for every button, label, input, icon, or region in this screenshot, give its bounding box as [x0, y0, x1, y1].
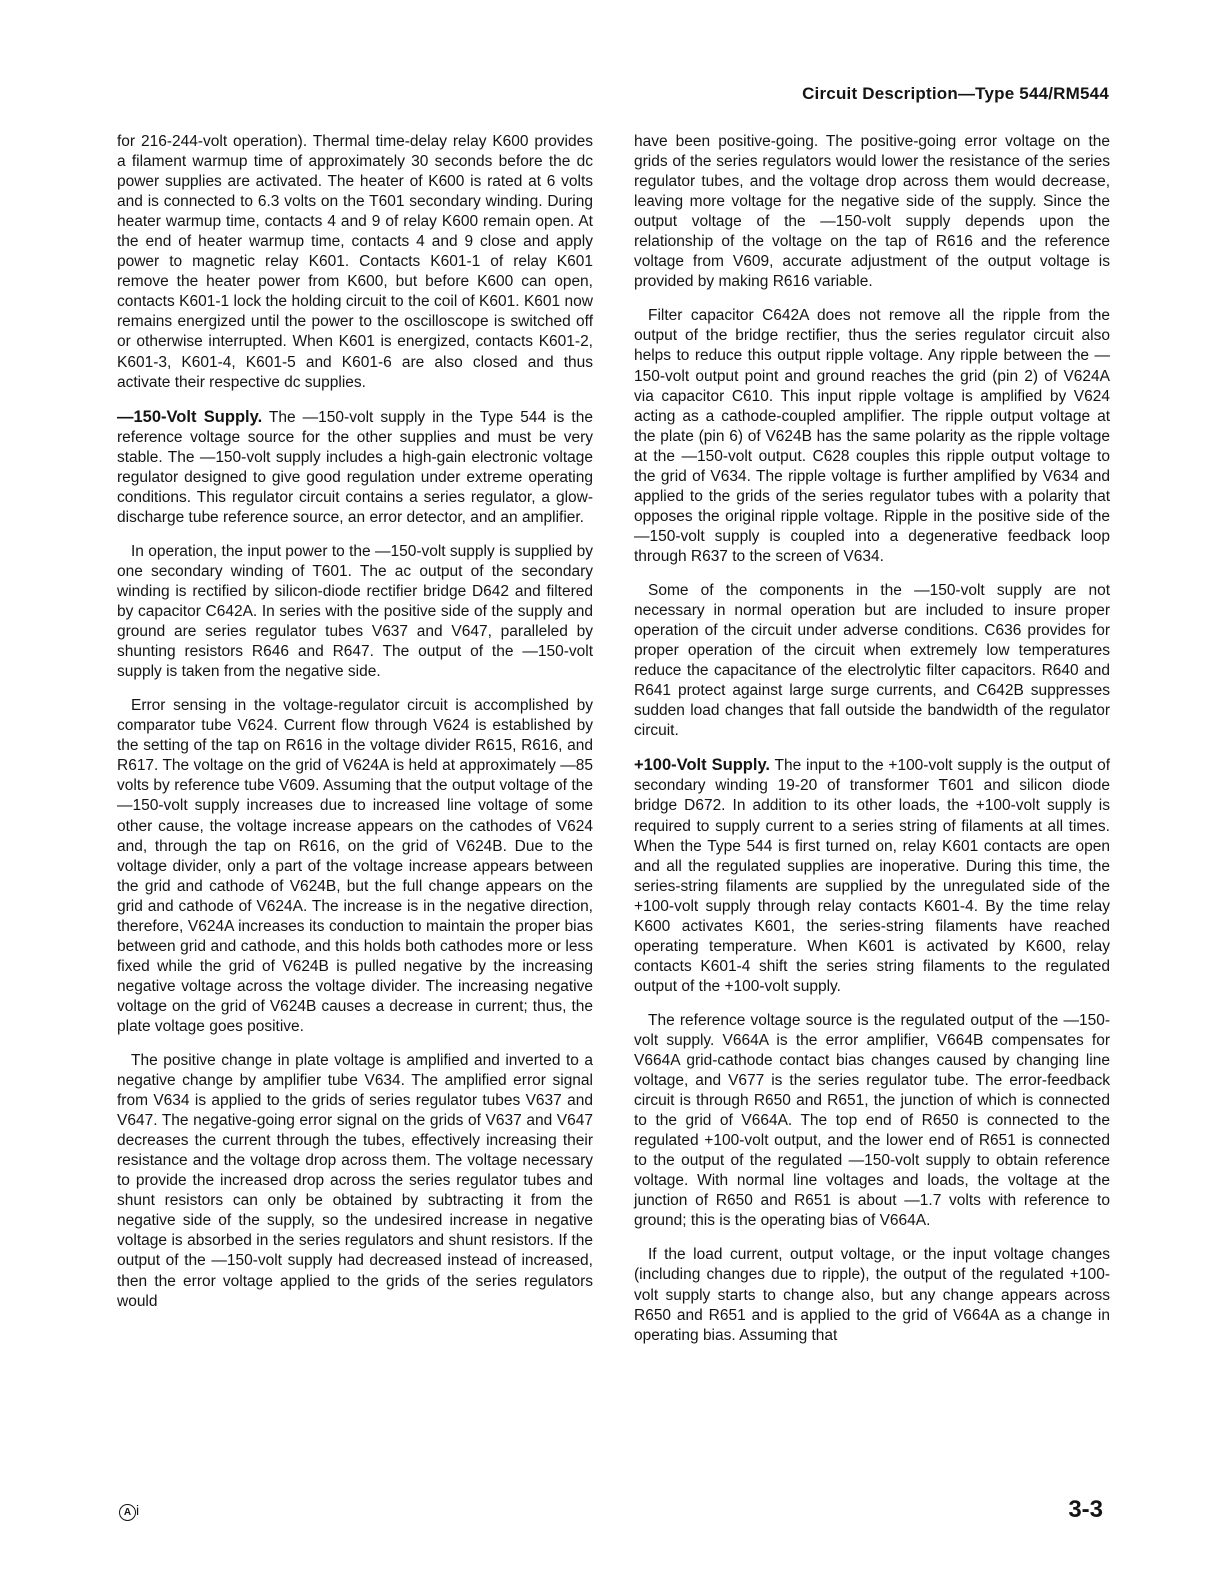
section-heading-100v: +100-Volt Supply. — [634, 756, 771, 775]
paragraph-150v-supply — [117, 407, 593, 528]
page-number: 3-3 — [1068, 1496, 1103, 1523]
paragraph: If the load current, output voltage, or the input voltage changes (including changes due to ripple), the output of the regulated +100-volt supply starts to change also, but any change appears across R650 and R651 and is applied to the grid of V664A as a change in operating bias. Assuming that — [634, 1246, 1110, 1344]
running-header: Circuit Description—Type 544/RM544 — [802, 84, 1109, 103]
left-column — [117, 132, 593, 1326]
revision-suffix: i — [136, 1502, 140, 1518]
paragraph: In operation, the input power to the —150-volt supply is supplied by one secondary winding of T601. The ac output of the secondary winding is rectified by silicon-diode rectifier bridge D642 and filtered by capacitor C642A. In series with the positive side of the supply and ground are series regulator tubes V637 and V647, paralleled by shunting resistors R646 and R647. The output of the —150-volt supply is taken from the negative side. — [117, 542, 593, 681]
paragraph-100v-supply — [634, 755, 1110, 997]
section-heading-150v: —150-Volt Supply. — [117, 407, 263, 426]
paragraph: The reference voltage source is the regulated output of the —150-volt supply. V664A is the error amplifier, V664B compensates for V664A grid-cathode contact bias changes caused by changing line voltage, and V677 is the series regulator tube. The error-feedback circuit is through R650 and R651, the junction of which is connected to the grid of V664A. The top end of R650 is connected to the regulated +100-volt output, and the lower end of R651 is connected to the output of the regulated —150-volt supply to obtain reference voltage. With normal line voltages and loads, the voltage at the junction of R650 and R651 is about —1.7 volts with reference to ground; this is the operating bias of V664A. — [634, 1011, 1110, 1230]
paragraph-text: The —150-volt supply in the Type 544 is the reference voltage source for the other supplies and must be very stable. The —150-volt supply includes a high-gain electronic voltage regulator designed to give good regulation under extreme operating conditions. This regulator circuit contains a series regulator, a glow-discharge tube reference source, an error detector, and an amplifier. — [117, 408, 593, 526]
right-column — [634, 132, 1110, 1360]
paragraph: have been positive-going. The positive-going error voltage on the grids of the series regulators would lower the resistance of the series regulator tubes, and the voltage drop across them would decrease, leaving more voltage for the negative side of the supply. Since the output voltage of the —150-volt supply depends upon the relationship of the voltage on the tap of R616 and the reference voltage from V609, accurate adjustment of the output voltage is provided by making R616 variable. — [634, 133, 1110, 291]
paragraph: The positive change in plate voltage is amplified and inverted to a negative change by amplifier tube V634. The amplified error signal from V634 is applied to the grids of series regulator tubes V637 and V647. The negative-going error signal on the grids of V637 and V647 decreases the current through the tubes, effectively increasing their resistance and the voltage drop across them. The voltage necessary to provide the increased drop across the series regulator tubes and shunt resistors can only be obtained by subtracting it from the negative side of the supply, so the undesired increase in negative voltage is absorbed in the series regulators and shunt resistors. If the output of the —150-volt supply had decreased instead of increased, then the error voltage applied to the grids of the series regulators would — [117, 1052, 593, 1310]
paragraph: for 216-244-volt operation). Thermal time-delay relay K600 provides a filament warmup time of approximately 30 seconds before the dc power supplies are activated. The heater of K600 is rated at 6 volts and is connected to 6.3 volts on the T601 secondary winding. During heater warmup time, contacts 4 and 9 of relay K600 remain open. At the end of heater warmup time, contacts 4 and 9 close and apply power to magnetic relay K601. Contacts K601-1 of relay K601 remove the heater power from K600, but before K600 can open, contacts K601-1 lock the holding circuit to the coil of K601. K601 now remains energized until the power to the oscilloscope is switched off or otherwise interrupted. When K601 is energized, contacts K601-2, K601-3, K601-4, K601-5 and K601-6 are also closed and thus activate their respective dc supplies. — [117, 133, 593, 391]
revision-mark — [119, 1502, 139, 1521]
paragraph: Some of the components in the —150-volt supply are not necessary in normal operation but are included to insure proper operation of the circuit under adverse conditions. C636 provides for proper operation of the circuit when extremely low temperatures reduce the capacitance of the electrolytic filter capacitors. R640 and R641 protect against large surge currents, and C642B suppresses sudden load changes that fall outside the bandwidth of the regulator circuit. — [634, 581, 1110, 740]
paragraph: Filter capacitor C642A does not remove all the ripple from the output of the bridge rectifier, thus the series regulator circuit also helps to reduce this output ripple voltage. Any ripple between the —150-volt output point and ground reaches the grid (pin 2) of V624A via capacitor C610. This input ripple voltage is amplified by V624 acting as a cathode-coupled amplifier. The ripple output voltage at the plate (pin 6) of V624B has the same polarity as the ripple voltage at the —150-volt output. C628 couples this ripple output voltage to the grid of V634. The ripple voltage is further amplified by V634 and applied to the grids of the series regulator tubes with a polarity that opposes the original ripple voltage. Ripple in the positive side of the —150-volt supply is coupled into a degenerative feedback loop through R637 to the screen of V634. — [634, 307, 1110, 565]
revision-circle-icon: A — [119, 1504, 136, 1521]
paragraph-text: The input to the +100-volt supply is the output of secondary winding 19-20 of transformer T601 and silicon diode bridge D672. In addition to its other loads, the +100-volt supply is required to supply current to a series string of filaments at all times. When the Type 544 is first turned on, relay K601 contacts are open and all the regulated supplies are inoperative. During this time, the series-string filaments are supplied by the unregulated side of the +100-volt supply through relay contacts K601-4. By the time relay K600 activates K601, the series-string filaments have reached operating temperature. When K601 is activated by K600, relay contacts K601-4 shift the series string filaments to the regulated output of the +100-volt supply. — [634, 757, 1111, 995]
paragraph: Error sensing in the voltage-regulator circuit is accomplished by comparator tube V624. Current flow through V624 is established by the setting of the tap on R616 in the voltage divider R615, R616, and R617. The voltage on the grid of V624A is held at approximately —85 volts by reference tube V609. Assuming that the output voltage of the —150-volt supply increases due to increased line voltage of some other cause, the voltage increase appears on the cathodes of V624 and, through the tap on R616, on the grid of V624B. Due to the voltage divider, only a part of the voltage increase appears between the grid and cathode of V624B, but the full change appears on the grid and cathode of V624A. The increase is in the negative direction, therefore, V624A increases its conduction to maintain the proper bias between grid and cathode, and this holds both cathodes more or less fixed while the grid of V624B is pulled negative by the increasing negative voltage across the voltage divider. The increasing negative voltage on the grid of V624B causes a decrease in current; thus, the plate voltage goes positive. — [117, 697, 593, 1035]
